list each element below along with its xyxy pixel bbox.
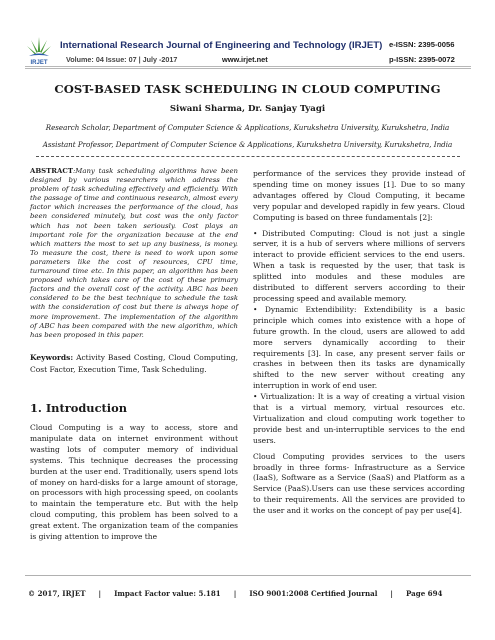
page-footer (28, 589, 443, 598)
footer-divider (25, 575, 471, 576)
intro-paragraph: Cloud Computing is a way to access, store and manipulate data on internet environment without wasting lots of computer memory of individual systems. This technique decreases the processing burden at the user end. Traditionally, users spend lots of money on hard-disks for a large amount of storage, on processors with high processing speed, on coolants to maintain the temperature etc. But with the help cloud computing, this problem has been solved to a great extent. The organization team of the companies is giving attention to improve the (30, 423, 238, 542)
keywords-label: Keywords: (30, 353, 74, 362)
abstract-text: :Many task scheduling algorithms have been designed by various researchers which address the problem of task scheduling effectively and efficiently. With the passage of time and continuous research, almost every factor which increases the performance of the cloud, has been considered minutely, but cost was the only factor which has not been taken seriously. Cost plays an important role for the organization because at the end which matters the most to set up any business, is money. To measure the cost, there is need to work upon some parameters like the cost of resources, CPU time, turnaround time etc. In this paper, an algorithm has been proposed which takes care of the cost of these primary factors and the overall cost of the activity. ABC has been considered to be the best technique to schedule the task with the consideration of cost but there is always hope of more improvement. The implementation of the algorithm of ABC has been compared with the new algorithm, which has been proposed in this paper. (30, 167, 238, 339)
affiliation-2: Assistant Professor, Department of Computer Science & Applications, Kurukshetra University, Kurukshetra, India (42, 140, 453, 149)
paper-title: COST-BASED TASK SCHEDULING IN CLOUD COMPUTING (54, 82, 441, 96)
header-divider-second (25, 68, 471, 69)
journal-name: International Research Journal of Engineering and Technology (IRJET) (60, 40, 383, 51)
footer-page-number: Page 694 (406, 589, 443, 598)
volume-issue: Volume: 04 Issue: 07 | July -2017 (66, 55, 178, 64)
footer-iso: ISO 9001:2008 Certified Journal (249, 589, 378, 598)
keywords-text: Activity Based Costing, Cloud Computing, Cost Factor, Execution Time, Task Scheduling. (30, 353, 238, 374)
right-paragraph-2: Cloud Computing provides services to the users broadly in three forms- Infrastructure as a Service (IaaS), Software as a Service (SaaS) and Platform as a Service (PaaS).Users can use these services according to their requirements. All the services are provided to the user and it works on the concept of pay per use[4]. (253, 451, 465, 516)
affiliation-1: Research Scholar, Department of Computer Science & Applications, Kurukshetra University, Kurukshetra, India (45, 123, 450, 132)
bullet-virtualization: • Virtualization: It is a way of creating a virtual vision that is a virtual memory, virtual resources etc. Virtualization and cloud computing work together to provide best and un-interruptible services to the end users. (253, 392, 465, 445)
footer-separator: | (98, 589, 102, 598)
logo-text: IRJET (30, 60, 48, 66)
paper-authors: Siwani Sharma, Dr. Sanjay Tyagi (169, 104, 326, 114)
header-divider (25, 66, 471, 67)
keywords (30, 352, 238, 375)
title-separator (36, 156, 460, 157)
bullet-distributed-computing: • Distributed Computing: Cloud is not just a single server, it is a hub of servers where millions of servers interact to provide efficient services to the end users. When a task is requested by the user, that task is splitted into modules and these modules are distributed to different servers according to their processing speed and available memory. (253, 228, 465, 303)
e-issn: e-ISSN: 2395-0056 (389, 40, 455, 49)
p-issn: p-ISSN: 2395-0072 (389, 55, 455, 64)
footer-separator: | (233, 589, 237, 598)
right-column (253, 169, 465, 517)
introduction-text (30, 423, 238, 543)
right-paragraph-1: performance of the services they provide instead of spending time on money issues [1]. Due to so many advantages offered by Cloud Computing, it became very popular and developed rapidly in few years. Cloud Computing is based on three fundamentals [2]: (253, 169, 465, 222)
irjet-logo (25, 34, 53, 66)
section-heading-introduction: 1. Introduction (30, 401, 127, 415)
footer-copyright: © 2017, IRJET (28, 589, 86, 598)
footer-separator: | (390, 589, 393, 598)
footer-impact-factor: Impact Factor value: 5.181 (114, 589, 221, 598)
journal-website-link[interactable]: www.irjet.net (222, 55, 268, 64)
abstract (30, 167, 238, 340)
abstract-label: ABSTRACT (30, 167, 73, 175)
bullet-dynamic-extendibility: • Dynamic Extendibility: Extendibility is a basic principle which comes into existence with a hope of future growth. In the cloud, users are allowed to add more servers dynamically according to their requirements [3]. In case, any present server fails or crashes in between then its tasks are dynamically shifted to the new server without creating any interruption in work of end user. (253, 304, 465, 391)
